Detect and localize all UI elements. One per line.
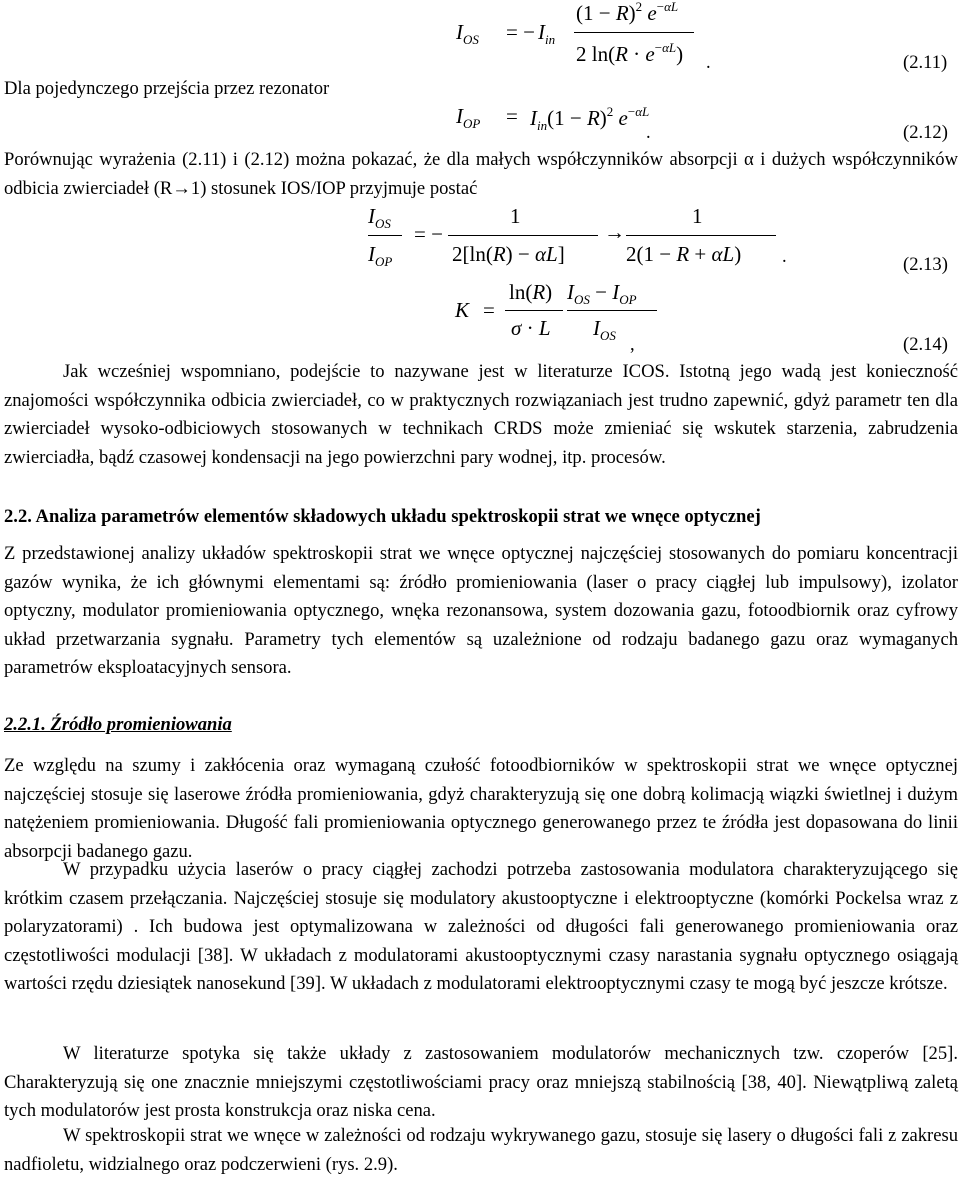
paragraph-3: W literaturze spotyka się także układy z zastosowaniem modulatorów mechanicznych tzw. czoperów [25]. Charakteryzują się one znacznie mniejszymi częstotliwościami pracy oraz mniejszą stabilnością [38, 40]. Niewątpliwą zaletą tych modulatorów jest prosta konstrukcja oraz niska cena. xyxy=(4,1043,958,1122)
equation-2-12: $I_{OP}$ = $I_{in}(1 - R)^2$ $e^{-\alpha L}$ xyxy=(456,104,650,133)
equation-2-12-punct: . xyxy=(646,122,651,143)
equation-2-13-punct: . xyxy=(782,246,787,267)
equation-2-13: $I_{OS}$ $I_{OP}$ = − 1 2[ln(R) − αL] → 1 2(1 − R + αL) xyxy=(368,202,788,282)
equation-number-2-11: (2.11) xyxy=(903,52,948,73)
equation-number-2-13: (2.13) xyxy=(903,254,948,275)
equation-2-11-punct: . xyxy=(706,52,711,73)
icos-paragraph: Jak wcześniej wspomniano, podejście to nazywane jest w literaturze ICOS. Istotną jego wadą jest konieczność znajomości współczynnika odbicia zwierciadeł, co w praktycznych rozwiązaniach jest trudno zapewnić, gdyż parametr ten dla zwierciadeł wysoko-odbiciowych stosowanych w technikach CRDS może zmieniać się wskutek starzenia, zabrudzenia zwierciadła, bądź czasowej kondensacji na jego powierzchni pary wodnej, itp. procesów. xyxy=(4,361,958,468)
section-heading: 2.2. Analiza parametrów elementów składowych układu spektroskopii strat we wnęce optycznej xyxy=(4,506,761,527)
equation-number-2-14: (2.14) xyxy=(903,334,948,355)
equation-2-14-punct: , xyxy=(630,334,635,355)
comparison-paragraph: Porównując wyrażenia (2.11) i (2.12) można pokazać, że dla małych współczynników absorpcji α i dużych współczynników odbicia zwierciadeł (R→1) stosunek IOS/IOP przyjmuje postać xyxy=(4,149,958,199)
paragraph-1: Ze względu na szumy i zakłócenia oraz wymaganą czułość fotoodbiorników w spektroskopii strat we wnęce optycznej najczęściej stosuje się laserowe źródła promieniowania, gdyż charakteryzują się one dobrą kolimacją wiązki świetlnej i dużym natężeniem promieniowania. Długość fali promieniowania optycznego generowanego przez te źródła jest dopasowana do linii absorpcji badanego gazu. xyxy=(4,755,958,862)
paragraph-2: W przypadku użycia laserów o pracy ciągłej zachodzi potrzeba zastosowania modulatora charakteryzującego się krótkim czasem przełączania. Najczęściej stosuje się modulatory akustooptyczne i elektrooptyczne (komórki Pockelsa wraz z polaryzatorami) . Ich budowa jest optymalizowana w zależności od długości fali generowanego promieniowania oraz częstotliwości modulacji [38]. W układach z modulatorami akustooptycznymi czasy narastania sygnału optycznego osiągają wartości rzędu dziesiątek nanosekund [39]. W układach z modulatorami elektrooptycznymi czasy te mogą być jeszcze krótsze. xyxy=(4,859,958,995)
section-paragraph: Z przedstawionej analizy układów spektroskopii strat we wnęce optycznej najczęściej stosowanych do pomiaru koncentracji gazów wynika, że ich głównymi elementami są: źródło promieniowania (laser o pracy ciągłej lub impulsowy), izolator optyczny, modulator promieniowania optycznego, wnęka rezonansowa, system dozowania gazu, fotoodbiornik oraz cyfrowy układ przetwarzania sygnału. Parametry tych elementów są uzależnione od rodzaju badanego gazu oraz wymaganych parametrów eksploatacyjnych sensora. xyxy=(4,543,958,679)
intro-line: Dla pojedynczego przejścia przez rezonator xyxy=(4,78,330,99)
subsection-heading: 2.2.1. Źródło promieniowania xyxy=(4,714,232,735)
equation-2-11: $I_{OS}$ = − $I_{in}$ $(1 - R)^2$ $e^{-\alpha L}$ 2 $\ln(R \cdot e^{-\alpha L})$ xyxy=(456,0,696,70)
equation-number-2-12: (2.12) xyxy=(903,122,948,143)
equation-2-14: K = ln(R) σ · L $I_{OS} - I_{OP}$ $I_{OS}$ xyxy=(455,278,705,348)
paragraph-4: W spektroskopii strat we wnęce w zależności od rodzaju wykrywanego gazu, stosuje się lasery o długości fali z zakresu nadfioletu, widzialnego oraz podczerwieni (rys. 2.9). xyxy=(4,1125,958,1175)
